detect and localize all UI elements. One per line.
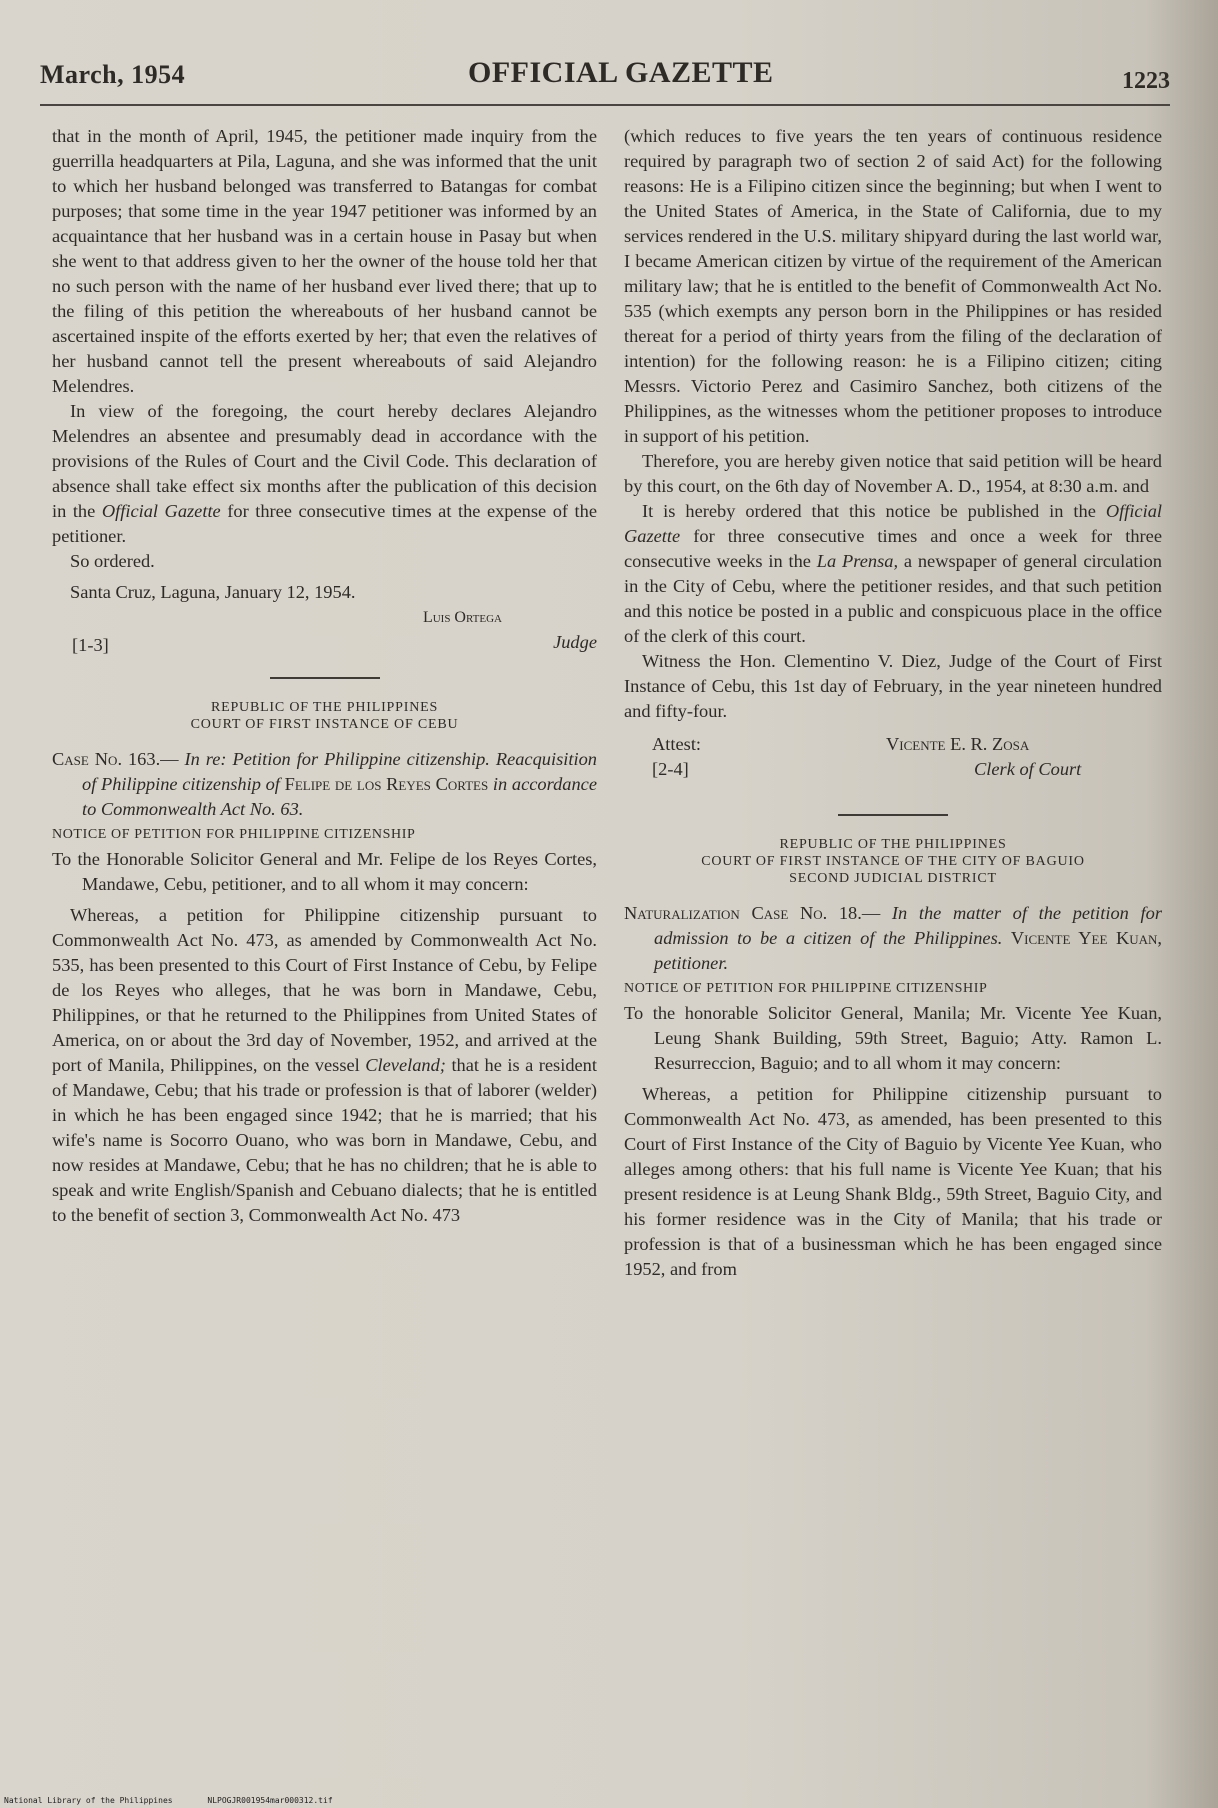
so-ordered: So ordered. [70, 551, 155, 571]
judge-signature [52, 605, 597, 655]
library-credit: National Library of the Philippines [4, 1796, 173, 1805]
clerk-title: Clerk of Court [974, 759, 1082, 779]
addressee: To the Honorable Solicitor General and Mr. Felipe de los Reyes Cortes, Mandawe, Cebu, petitioner, and to all whom it may concern: [52, 849, 597, 894]
issue-tag: [1-3] [72, 635, 109, 655]
court-heading: REPUBLIC OF THE PHILIPPINES COURT OF FIRST INSTANCE OF CEBU [190, 700, 459, 732]
paragraph: In view of the foregoing, the court hereby declares Alejandro Melendres an absentee and presumably dead in accordance with the provisions of the Rules of Court and the Civil Code. This declaration of absence shall take effect six months after the publication of this decision in the Official Gazette for three consecutive times at the expense of the petitioner. [52, 401, 598, 546]
paragraph: It is hereby ordered that this notice be published in the Official Gazette for three consecutive times and once a week for three consecutive weeks in the La Prensa, a newspaper of general circulation in the City of Cebu, where the petitioner resides, and that such petition and this notice be posted in a public and conspicuous place in the office of the clerk of this court. [624, 501, 1162, 646]
case-title: Case No. 163.— In re: Petition for Philippine citizenship. Reacquisition of Philippine citizenship of Felipe de los Reyes Cortes in accordance to Commonwealth Act No. 63. [52, 749, 598, 819]
case-title: Naturalization Case No. 18.— In the matter of the petition for admission to be a citizen of the Philippines. Vicente Yee Kuan, petitioner. [624, 903, 1162, 973]
clerk-name: Vicente E. R. Zosa [886, 734, 1030, 754]
judge-name: Luis Ortega [422, 609, 502, 626]
header-title: OFFICIAL GAZETTE [468, 56, 774, 89]
notice-title: NOTICE OF PETITION FOR PHILIPPINE CITIZENSHIP [624, 981, 988, 996]
publication-name: Official Gazette [624, 501, 1162, 546]
clerk-signature [624, 732, 1162, 792]
page-header [40, 56, 1170, 96]
header-rule [40, 104, 1170, 106]
paragraph: Whereas, a petition for Philippine citizenship pursuant to Commonwealth Act No. 473, as amended by Commonwealth Act No. 535, has been presented to this Court of First Instance of Cebu, by Felipe de los Reyes who alleges, that he was born in Mandawe, Cebu, Philippines, or that he returned to the Philippines from United States of America, on or about the 3rd day of November, 1952, and arrived at the port of Manila, Philippines, on the vessel Cleveland; that he is a resident of Mandawe, Cebu; that his trade or profession is that of laborer (welder) in which he has been engaged since 1942; that he is married; that his wife's name is Socorro Ouano, who was born in Mandawe, Cebu, and now resides at Mandawe, Cebu; that he has no children; that he is able to speak and write English/Spanish and Cebuano dialects; that he is entitled to the benefit of section 3, Commonwealth Act No. 473 [52, 905, 597, 1225]
section-divider [838, 814, 948, 816]
paragraph: Witness the Hon. Clementino V. Diez, Judge of the Court of First Instance of Cebu, this 1st day of February, in the year nineteen hundred and fifty-four. [624, 651, 1162, 721]
judge-title: Judge [553, 632, 597, 652]
notice-title: NOTICE OF PETITION FOR PHILIPPINE CITIZENSHIP [52, 827, 416, 842]
left-column [52, 124, 597, 1228]
right-column [624, 124, 1162, 1282]
header-date: March, 1954 [40, 60, 186, 89]
addressee: To the honorable Solicitor General, Manila; Mr. Vicente Yee Kuan, Leung Shank Building, 59th Street, Baguio; Atty. Ramon L. Resurreccion, Baguio; and to all whom it may concern: [624, 1003, 1162, 1073]
paragraph: Therefore, you are hereby given notice that said petition will be heard by this court, on the 6th day of November A. D., 1954, at 8:30 a.m. and [624, 451, 1162, 496]
publication-name: Official Gazette [101, 501, 221, 521]
paragraph: (which reduces to five years the ten years of continuous residence required by paragraph two of section 2 of said Act) for the following reasons: He is a Filipino citizen since the beginning; but when I went to the United States of America, in the State of California, due to my services rendered in the U.S. military shipyard during the last world war, I became American citizen by virtue of the requirement of the American military law; that he is entitled to the benefit of Commonwealth Act No. 535 (which exempts any person born in the Philippines or has resided thereat for a period of thirty years from the filing of the declaration of intention) for the following reason: he is a Filipino citizen; citing Messrs. Victorio Perez and Casimiro Sanchez, both citizens of the Philippines, as the witnesses whom the petitioner proposes to introduce in support of his petition. [624, 126, 1162, 446]
section-divider [270, 677, 380, 679]
attest-label: Attest: [652, 734, 702, 754]
vessel-name: Cleveland; [365, 1055, 446, 1075]
paragraph: Whereas, a petition for Philippine citizenship pursuant to Commonwealth Act No. 473, as amended, has been presented to this Court of First Instance of the City of Baguio by Vicente Yee Kuan, who alleges among others: that his full name is Vicente Yee Kuan; that his present residence is at Leung Shank Bldg., 59th Street, Baguio City, and his former residence was in the City of Manila; that his trade or profession is that of a businessman which he has been engaged since 1952, and from [624, 1084, 1162, 1279]
paragraph: that in the month of April, 1945, the petitioner made inquiry from the guerrilla headquarters at Pila, Laguna, and she was informed that the unit to which her husband belonged was transferred to Batangas for combat purposes; that some time in the year 1947 petitioner was informed by an acquaintance that her husband was in a certain house in Pasay but when she went to that address given to her the owner of the house told her that no such person with the name of her husband ever lived there; that up to the filing of this petition the whereabouts of her husband cannot be ascertained inspite of the efforts exerted by her; that even the relatives of her husband cannot tell the present whereabouts of said Alejandro Melendres. [52, 126, 597, 396]
page-number: 1223 [1122, 68, 1170, 94]
court-heading: REPUBLIC OF THE PHILIPPINES COURT OF FIRST INSTANCE OF THE CITY OF BAGUIO SECOND JUDICIAL DISTRICT [701, 837, 1085, 886]
newspaper-name: La Prensa, [816, 551, 899, 571]
scan-footer [4, 1796, 363, 1805]
file-name: NLPOGJR001954mar000312.tif [207, 1796, 333, 1805]
issue-tag: [2-4] [652, 759, 689, 779]
place-date: Santa Cruz, Laguna, January 12, 1954. [70, 582, 356, 602]
